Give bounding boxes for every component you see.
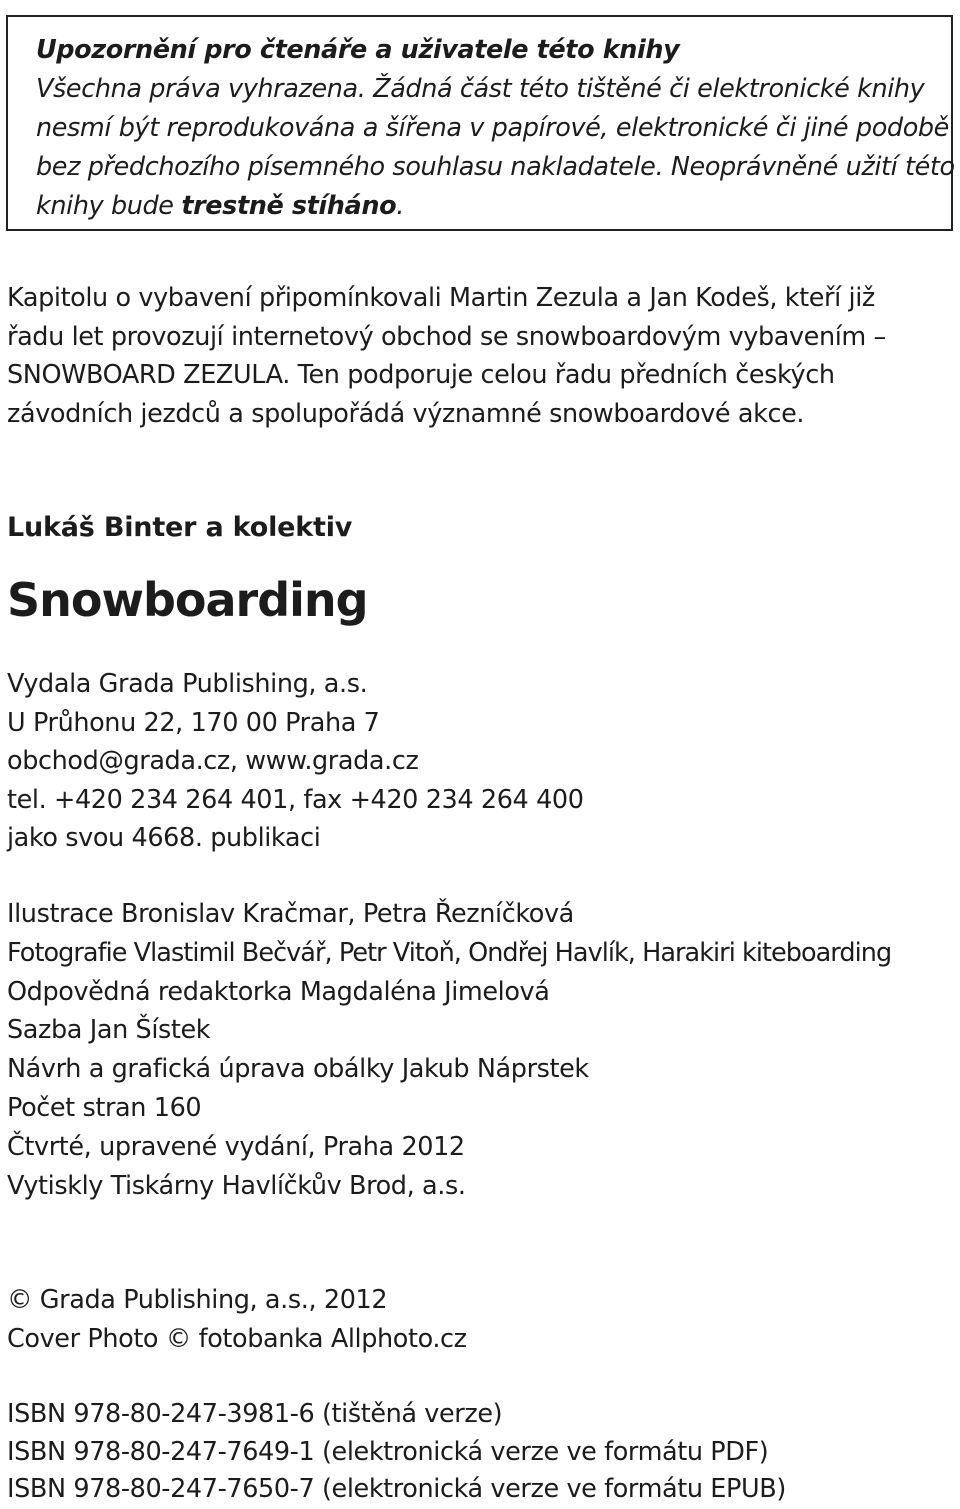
isbn-line: ISBN 978-80-247-7649-1 (elektronická verze ve formátu PDF)	[7, 1436, 769, 1467]
credit-line: Fotografie Vlastimil Bečvář, Petr Vitoň, Ondřej Havlík, Harakiri kiteboarding	[7, 937, 892, 968]
notice-line-suffix: .	[396, 191, 404, 221]
publisher-line: tel. +420 234 264 401, fax +420 234 264 400	[7, 784, 584, 815]
book-title: Snowboarding	[7, 573, 368, 627]
book-author: Lukáš Binter a kolektiv	[7, 512, 353, 543]
notice-line: bez předchozího písemného souhlasu nakladatele. Neoprávněné užití této	[36, 152, 955, 182]
credit-line: Návrh a grafická úprava obálky Jakub Náprstek	[7, 1054, 589, 1085]
publisher-info	[7, 665, 584, 858]
notice-emphasis: trestně stíháno	[181, 191, 397, 221]
credit-line: Počet stran 160	[7, 1092, 202, 1123]
credit-line: Odpovědná redaktorka Magdaléna Jimelová	[7, 976, 550, 1007]
notice-line-prefix: knihy bude	[36, 191, 182, 221]
credit-line: Sazba Jan Šístek	[7, 1015, 211, 1046]
isbn-list	[7, 1396, 786, 1509]
intro-line: řadu let provozují internetový obchod se snowboardovým vybavením –	[7, 321, 886, 352]
credit-line: Ilustrace Bronislav Kračmar, Petra Řezníčková	[7, 899, 574, 929]
intro-line: Kapitolu o vybavení připomínkovali Martin Zezula a Jan Kodeš, kteří již	[7, 283, 875, 313]
publisher-line: Vydala Grada Publishing, a.s.	[7, 669, 368, 699]
notice-line	[36, 187, 951, 226]
intro-line: závodních jezdců a spolupořádá významné snowboardové akce.	[7, 398, 805, 429]
intro-line: SNOWBOARD ZEZULA. Ten podporuje celou řadu předních českých	[7, 360, 835, 390]
credit-line: Vytiskly Tiskárny Havlíčkův Brod, a.s.	[7, 1170, 466, 1201]
publisher-line: obchod@grada.cz, www.grada.cz	[7, 746, 419, 776]
notice-line: nesmí být reprodukována a šířena v papírové, elektronické či jiné podobě	[36, 113, 949, 143]
isbn-line: ISBN 978-80-247-7650-7 (elektronická verze ve formátu EPUB)	[7, 1474, 786, 1504]
credit-line: Čtvrté, upravené vydání, Praha 2012	[7, 1131, 465, 1162]
isbn-line: ISBN 978-80-247-3981-6 (tištěná verze)	[7, 1399, 503, 1429]
notice-line: Všechna práva vyhrazena. Žádná část této tištěné či elektronické knihy	[36, 74, 925, 104]
publisher-line: jako svou 4668. publikaci	[7, 823, 321, 853]
intro-paragraph	[7, 279, 886, 433]
copyright-line: © Grada Publishing, a.s., 2012	[7, 1285, 388, 1315]
copyright-line: Cover Photo © fotobanka Allphoto.cz	[7, 1324, 467, 1354]
credits-list	[7, 895, 891, 1205]
notice-title: Upozornění pro čtenáře a uživatele této knihy	[36, 35, 680, 65]
copyright-notice-box	[6, 15, 953, 231]
copyright-lines	[7, 1281, 467, 1359]
publisher-line: U Průhonu 22, 170 00 Praha 7	[7, 707, 380, 738]
